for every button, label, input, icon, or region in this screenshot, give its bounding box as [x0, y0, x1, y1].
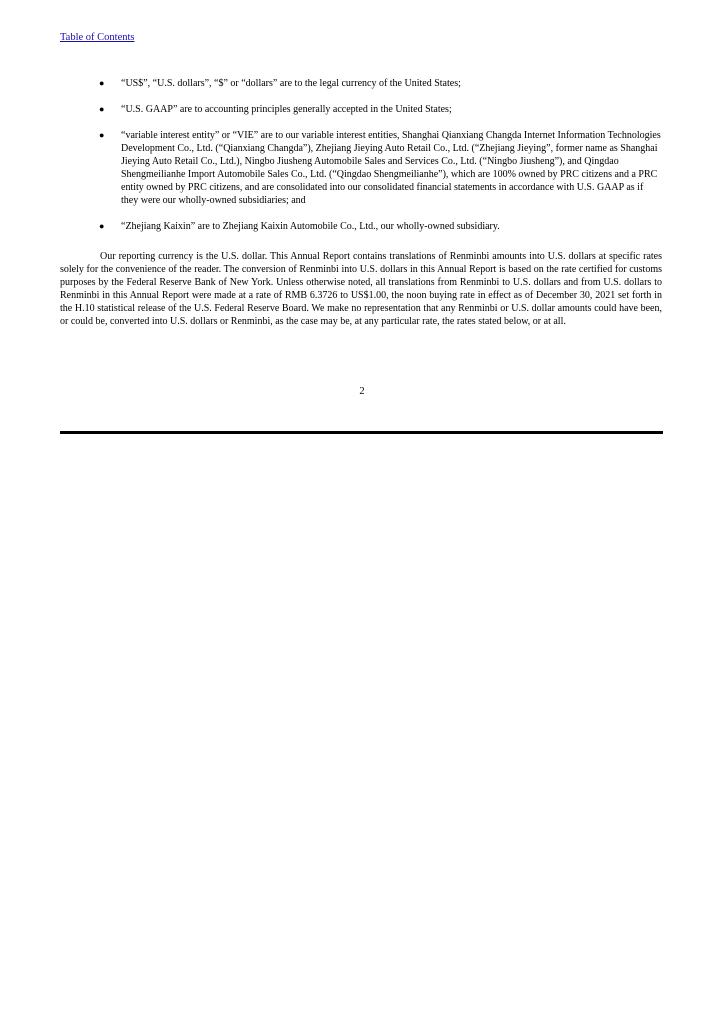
list-item-text: “Zhejiang Kaixin” are to Zhejiang Kaixin Automobile Co., Ltd., our wholly-owned subsidiary.	[121, 221, 500, 232]
bullet-icon: ●	[99, 104, 105, 114]
list-item	[60, 129, 662, 207]
definitions-list	[60, 77, 662, 246]
list-item-text: “variable interest entity” or “VIE” are to our variable interest entities, Shanghai Qianxiang Changda Internet Information Technologies Development Co., Ltd. (“Qianxiang Changda”), Zhejiang Jieying Auto Retail Co., Ltd. (“Zhejiang Jieying”, former name as Shanghai Jieying Auto Retail Co., Ltd.), Ningbo Jiusheng Automobile Sales and Services Co., Ltd. (“Ningbo Jiusheng”), and Qingdao Shengmeilianhe Import Automobile Sales Co., Ltd. (“Qingdao Shengmeilianhe”), which are 100% owned by PRC citizens and a PRC entity owned by PRC citizens, and are consolidated into our consolidated financial statements in accordance with U.S. GAAP as if they were our wholly-owned subsidiaries; and	[121, 130, 661, 206]
list-item	[60, 220, 662, 233]
bullet-icon: ●	[99, 130, 105, 140]
list-item	[60, 77, 662, 90]
list-item	[60, 103, 662, 116]
bullet-icon: ●	[99, 221, 105, 231]
bullet-icon: ●	[99, 78, 105, 88]
page-number: 2	[359, 386, 365, 397]
table-of-contents-link[interactable]: Table of Contents	[60, 32, 135, 43]
list-item-text: “US$”, “U.S. dollars”, “$” or “dollars” are to the legal currency of the United States;	[121, 78, 461, 89]
page-divider	[60, 431, 663, 434]
reporting-currency-paragraph: Our reporting currency is the U.S. dollar. This Annual Report contains translations of Renminbi amounts into U.S. dollars at specific rates solely for the convenience of the reader. The conversion of Renminbi into U.S. dollars in this Annual Report is based on the rate certified for customs purposes by the Federal Reserve Bank of New York. Unless otherwise noted, all translations from Renminbi to U.S. dollars and from U.S. dollars to Renminbi in this Annual Report were made at a rate of RMB 6.3726 to US$1.00, the noon buying rate in effect as of December 30, 2021 set forth in the H.10 statistical release of the U.S. Federal Reserve Board. We make no representation that any Renminbi or U.S. dollar amounts could have been, or could be, converted into U.S. dollars or Renminbi, as the case may be, at any particular rate, the rates stated below, or at all.	[60, 251, 662, 327]
list-item-text: “U.S. GAAP” are to accounting principles generally accepted in the United States;	[121, 104, 452, 115]
